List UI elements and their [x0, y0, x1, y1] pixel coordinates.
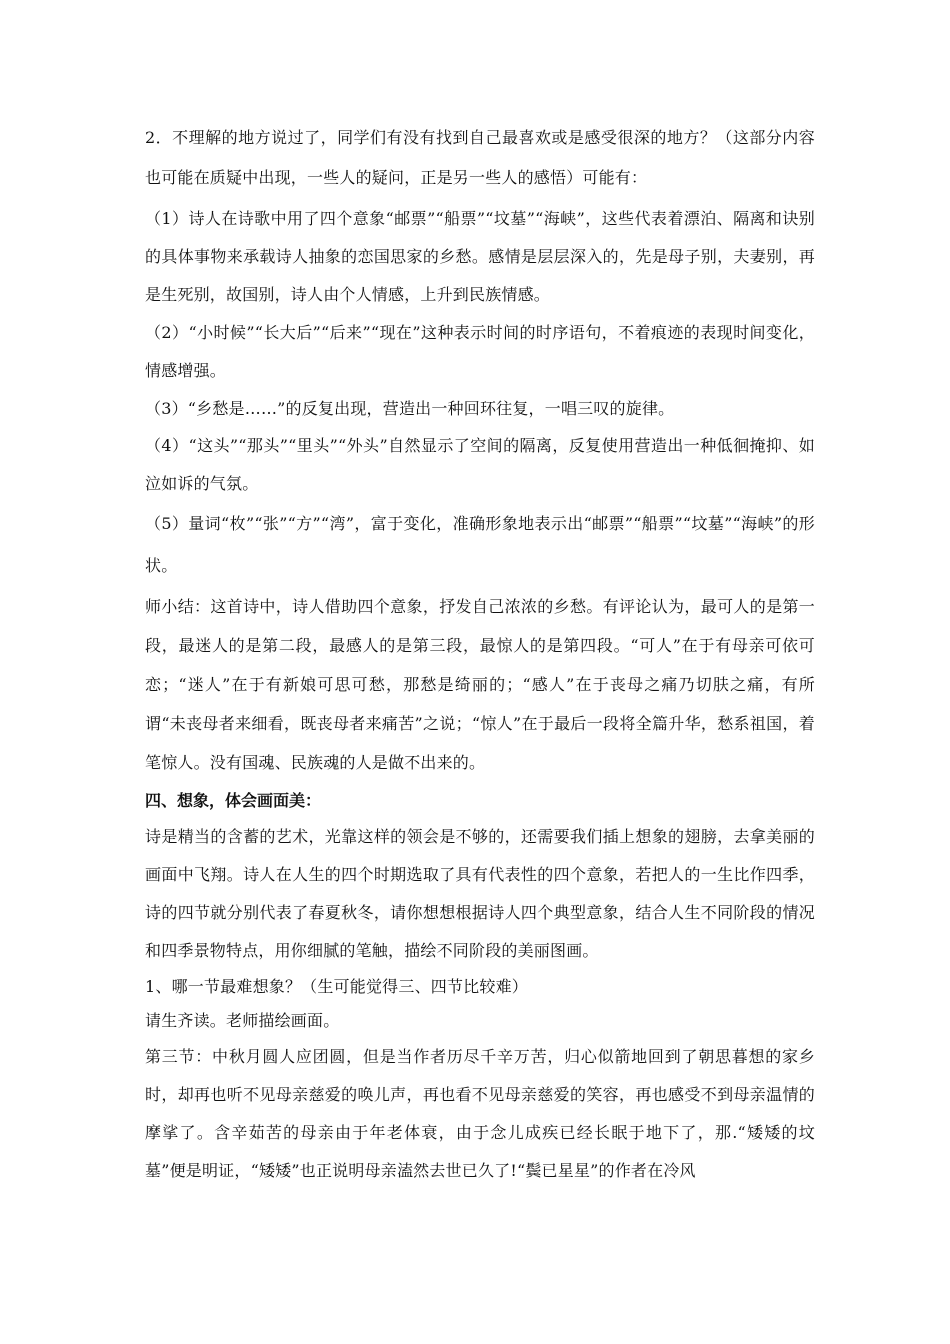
section-heading: 四、想象，体会画面美： — [145, 791, 322, 810]
paragraph-point-5: （5）量词“枚”“张”“方”“湾”，富于变化，准确形象地表示出“邮票”“船票”“坟墓”“海峡”的形状。 — [145, 514, 815, 575]
paragraph-intro: 2．不理解的地方说过了，同学们有没有找到自己最喜欢或是感受很深的地方？（这部分内容也可能在质疑中出现，一些人的疑问，正是另一些人的感悟）可能有： — [145, 128, 815, 187]
paragraph-imagination: 诗是精当的含蓄的艺术，光靠这样的领会是不够的，还需要我们插上想象的翅膀，去拿美丽的画面中飞翔。诗人在人生的四个时期选取了具有代表性的四个意象，若把人的一生比作四季，诗的四节就分别代表了春夏秋冬，请你想想根据诗人四个典型意象，结合人生不同阶段的情况和四季景物特点，用你细腻的笔触，描绘不同阶段的美丽图画。 — [145, 827, 815, 960]
paragraph-question-1: 1、哪一节最难想象？（生可能觉得三、四节比较难） — [145, 977, 528, 996]
paragraph-point-2: （2）“小时候”“长大后”“后来”“现在”这种表示时间的时序语句，不着痕迹的表现时间变化，情感增强。 — [145, 323, 815, 380]
paragraph-point-3: （3）“乡愁是……”的反复出现，营造出一种回环往复，一唱三叹的旋律。 — [145, 399, 675, 418]
paragraph-stanza-3: 第三节：中秋月圆人应团圆，但是当作者历尽千辛万苦，归心似箭地回到了朝思暮想的家乡时，却再也听不见母亲慈爱的唤儿声，再也看不见母亲慈爱的笑容，再也感受不到母亲温情的摩挲了。含辛茹苦的母亲由于年老体衰，由于念儿成疾已经长眠于地下了，那.“矮矮的坟墓”便是明证，“矮矮”也正说明母亲溘然去世已久了!“鬓已星星”的作者在冷风 — [145, 1047, 815, 1180]
paragraph-point-1: （1）诗人在诗歌中用了四个意象“邮票”“船票”“坟墓”“海峡”，这些代表着漂泊、隔离和诀别的具体事物来承载诗人抽象的恋国思家的乡愁。感情是层层深入的，先是母子别，夫妻别，再是生死别，故国别，诗人由个人情感，上升到民族情感。 — [145, 209, 815, 304]
paragraph-point-4: （4）“这头”“那头”“里头”“外头”自然显示了空间的隔离，反复使用营造出一种低徊掩抑、如泣如诉的气氛。 — [145, 436, 815, 493]
document-body — [145, 118, 815, 1190]
paragraph-teacher-summary: 师小结：这首诗中，诗人借助四个意象，抒发自己浓浓的乡愁。有评论认为，最可人的是第一段，最迷人的是第二段，最感人的是第三段，最惊人的是第四段。“可人”在于有母亲可依可恋；“迷人”在于有新娘可思可愁，那愁是绮丽的；“感人”在于丧母之痛乃切肤之痛，有所谓“未丧母者来细看，既丧母者来痛苦”之说；“惊人”在于最后一段将全篇升华，愁系祖国，着笔惊人。没有国魂、民族魂的人是做不出来的。 — [145, 597, 815, 772]
paragraph-read-aloud: 请生齐读。老师描绘画面。 — [145, 1011, 340, 1030]
